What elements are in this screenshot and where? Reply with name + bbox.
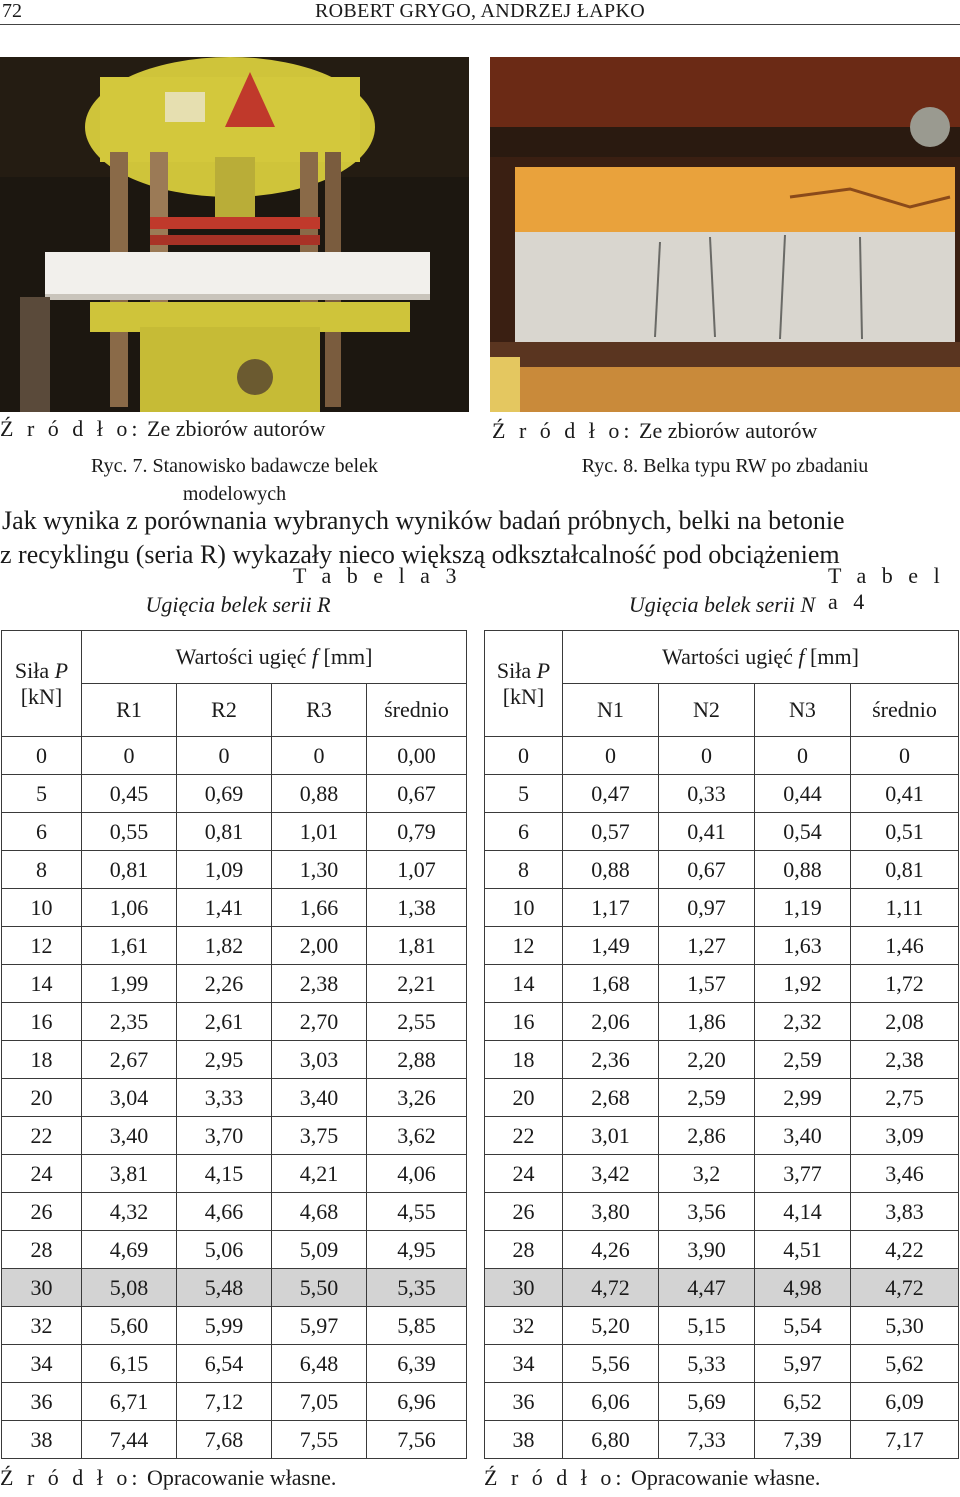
value-cell: 2,55 [367, 1003, 467, 1041]
value-cell: 5,09 [272, 1231, 367, 1269]
force-cell: 30 [485, 1269, 563, 1307]
value-cell: 4,66 [177, 1193, 272, 1231]
value-cell: 2,61 [177, 1003, 272, 1041]
value-cell: 1,11 [851, 889, 959, 927]
value-cell: 4,15 [177, 1155, 272, 1193]
table-row [485, 927, 959, 965]
figure-7-source [0, 416, 325, 442]
source-label: Ź r ó d ł o: [492, 418, 634, 443]
value-cell: 3,2 [659, 1155, 755, 1193]
value-cell: 0,55 [82, 813, 177, 851]
column-header: średnio [367, 684, 467, 737]
value-cell: 2,70 [272, 1003, 367, 1041]
value-cell: 4,26 [563, 1231, 659, 1269]
value-cell: 5,15 [659, 1307, 755, 1345]
value-cell: 7,05 [272, 1383, 367, 1421]
value-cell: 0,41 [659, 813, 755, 851]
value-cell: 7,33 [659, 1421, 755, 1459]
value-cell: 7,68 [177, 1421, 272, 1459]
force-cell: 28 [2, 1231, 82, 1269]
value-cell: 0,81 [851, 851, 959, 889]
value-cell: 0 [82, 737, 177, 775]
force-cell: 10 [2, 889, 82, 927]
running-head [0, 0, 960, 25]
source-text: Opracowanie własne. [147, 1465, 337, 1490]
table-row [2, 851, 467, 889]
value-cell: 4,69 [82, 1231, 177, 1269]
value-cell: 0,88 [755, 851, 851, 889]
value-cell: 0,88 [272, 775, 367, 813]
force-cell: 24 [2, 1155, 82, 1193]
force-cell: 12 [485, 927, 563, 965]
source-text: Opracowanie własne. [631, 1465, 821, 1490]
value-cell: 6,96 [367, 1383, 467, 1421]
value-cell: 3,42 [563, 1155, 659, 1193]
table-row [2, 1269, 467, 1307]
value-cell: 2,32 [755, 1003, 851, 1041]
table-row [2, 1231, 467, 1269]
force-cell: 14 [485, 965, 563, 1003]
value-cell: 0 [851, 737, 959, 775]
value-cell: 1,82 [177, 927, 272, 965]
value-cell: 0,44 [755, 775, 851, 813]
force-cell: 6 [485, 813, 563, 851]
source-label: Ź r ó d ł o: [0, 416, 142, 441]
value-cell: 4,47 [659, 1269, 755, 1307]
value-cell: 6,52 [755, 1383, 851, 1421]
value-cell: 0,00 [367, 737, 467, 775]
value-cell: 4,06 [367, 1155, 467, 1193]
source-text: Ze zbiorów autorów [639, 418, 818, 443]
force-cell: 30 [2, 1269, 82, 1307]
value-cell: 7,39 [755, 1421, 851, 1459]
value-cell: 5,06 [177, 1231, 272, 1269]
values-header: Wartości ugięć f [mm] [82, 631, 467, 684]
value-cell: 4,68 [272, 1193, 367, 1231]
value-cell: 2,20 [659, 1041, 755, 1079]
table-row [485, 1003, 959, 1041]
table-row [2, 1307, 467, 1345]
value-cell: 0,81 [177, 813, 272, 851]
force-cell: 26 [485, 1193, 563, 1231]
table-row [2, 1383, 467, 1421]
table-row [485, 1421, 959, 1459]
value-cell: 3,77 [755, 1155, 851, 1193]
value-cell: 2,26 [177, 965, 272, 1003]
table-row [2, 1421, 467, 1459]
value-cell: 7,17 [851, 1421, 959, 1459]
table-row [485, 1383, 959, 1421]
value-cell: 6,48 [272, 1345, 367, 1383]
value-cell: 7,55 [272, 1421, 367, 1459]
column-header: N2 [659, 684, 755, 737]
value-cell: 5,60 [82, 1307, 177, 1345]
value-cell: 0 [659, 737, 755, 775]
value-cell: 0,33 [659, 775, 755, 813]
value-cell: 1,57 [659, 965, 755, 1003]
value-cell: 1,99 [82, 965, 177, 1003]
column-header: R2 [177, 684, 272, 737]
value-cell: 2,35 [82, 1003, 177, 1041]
value-cell: 5,30 [851, 1307, 959, 1345]
value-cell: 4,14 [755, 1193, 851, 1231]
value-cell: 3,04 [82, 1079, 177, 1117]
value-cell: 1,46 [851, 927, 959, 965]
value-cell: 5,54 [755, 1307, 851, 1345]
value-cell: 3,81 [82, 1155, 177, 1193]
force-cell: 24 [485, 1155, 563, 1193]
value-cell: 5,62 [851, 1345, 959, 1383]
value-cell: 2,68 [563, 1079, 659, 1117]
force-cell: 32 [2, 1307, 82, 1345]
table-row [485, 889, 959, 927]
value-cell: 0 [755, 737, 851, 775]
value-cell: 2,00 [272, 927, 367, 965]
value-cell: 4,32 [82, 1193, 177, 1231]
force-cell: 12 [2, 927, 82, 965]
table-row [2, 927, 467, 965]
value-cell: 3,26 [367, 1079, 467, 1117]
force-cell: 10 [485, 889, 563, 927]
value-cell: 1,81 [367, 927, 467, 965]
table-row [485, 1307, 959, 1345]
values-header: Wartości ugięć f [mm] [563, 631, 959, 684]
value-cell: 3,80 [563, 1193, 659, 1231]
caption-line-2: modelowych [182, 483, 287, 505]
table-row [485, 1155, 959, 1193]
value-cell: 3,62 [367, 1117, 467, 1155]
table-row [485, 1041, 959, 1079]
value-cell: 0,81 [82, 851, 177, 889]
value-cell: 2,59 [659, 1079, 755, 1117]
table-row [2, 1003, 467, 1041]
value-cell: 5,48 [177, 1269, 272, 1307]
table-row [485, 1269, 959, 1307]
value-cell: 0,41 [851, 775, 959, 813]
value-cell: 3,40 [272, 1079, 367, 1117]
value-cell: 1,61 [82, 927, 177, 965]
value-cell: 3,03 [272, 1041, 367, 1079]
table-3 [1, 630, 467, 1459]
force-cell: 22 [485, 1117, 563, 1155]
table-3-source [0, 1465, 336, 1491]
value-cell: 1,38 [367, 889, 467, 927]
value-cell: 5,69 [659, 1383, 755, 1421]
value-cell: 4,98 [755, 1269, 851, 1307]
value-cell: 1,09 [177, 851, 272, 889]
value-cell: 0,47 [563, 775, 659, 813]
value-cell: 2,59 [755, 1041, 851, 1079]
table-3-label: T a b e l a 3 [293, 563, 462, 588]
value-cell: 1,30 [272, 851, 367, 889]
force-cell: 14 [2, 965, 82, 1003]
source-label: Ź r ó d ł o: [484, 1465, 626, 1490]
value-cell: 0,45 [82, 775, 177, 813]
value-cell: 3,40 [82, 1117, 177, 1155]
figure-7-photo [0, 57, 469, 412]
value-cell: 0,97 [659, 889, 755, 927]
table-row [2, 775, 467, 813]
table-4 [484, 630, 959, 1459]
table-row [2, 1345, 467, 1383]
force-cell: 38 [485, 1421, 563, 1459]
value-cell: 1,86 [659, 1003, 755, 1041]
force-cell: 26 [2, 1193, 82, 1231]
value-cell: 0,67 [659, 851, 755, 889]
value-cell: 1,07 [367, 851, 467, 889]
value-cell: 3,01 [563, 1117, 659, 1155]
force-cell: 16 [485, 1003, 563, 1041]
value-cell: 1,01 [272, 813, 367, 851]
table-3-title: Ugięcia belek serii R [145, 592, 331, 617]
value-cell: 2,38 [272, 965, 367, 1003]
table-row [2, 1079, 467, 1117]
value-cell: 0 [272, 737, 367, 775]
value-cell: 2,38 [851, 1041, 959, 1079]
force-cell: 0 [485, 737, 563, 775]
force-cell: 8 [2, 851, 82, 889]
force-cell: 6 [2, 813, 82, 851]
table-row [2, 965, 467, 1003]
force-header: Siła P [kN] [2, 631, 82, 737]
value-cell: 4,55 [367, 1193, 467, 1231]
value-cell: 1,41 [177, 889, 272, 927]
table-row [2, 1041, 467, 1079]
value-cell: 6,15 [82, 1345, 177, 1383]
value-cell: 4,51 [755, 1231, 851, 1269]
column-header: R1 [82, 684, 177, 737]
value-cell: 0 [563, 737, 659, 775]
table-row [485, 851, 959, 889]
table-row [485, 813, 959, 851]
value-cell: 5,97 [272, 1307, 367, 1345]
value-cell: 3,83 [851, 1193, 959, 1231]
value-cell: 1,49 [563, 927, 659, 965]
value-cell: 3,40 [755, 1117, 851, 1155]
value-cell: 2,21 [367, 965, 467, 1003]
value-cell: 1,63 [755, 927, 851, 965]
table-row [485, 1193, 959, 1231]
value-cell: 4,72 [851, 1269, 959, 1307]
page-number: 72 [2, 0, 22, 22]
force-cell: 18 [485, 1041, 563, 1079]
force-cell: 18 [2, 1041, 82, 1079]
table-row [485, 1079, 959, 1117]
value-cell: 0,57 [563, 813, 659, 851]
table-4-label: T a b e l a 4 [828, 563, 945, 614]
value-cell: 1,27 [659, 927, 755, 965]
value-cell: 6,39 [367, 1345, 467, 1383]
value-cell: 5,56 [563, 1345, 659, 1383]
value-cell: 7,44 [82, 1421, 177, 1459]
force-cell: 38 [2, 1421, 82, 1459]
value-cell: 1,19 [755, 889, 851, 927]
value-cell: 3,75 [272, 1117, 367, 1155]
value-cell: 4,72 [563, 1269, 659, 1307]
value-cell: 3,46 [851, 1155, 959, 1193]
value-cell: 0,67 [367, 775, 467, 813]
running-head-authors: ROBERT GRYGO, ANDRZEJ ŁAPKO [315, 0, 645, 22]
value-cell: 3,09 [851, 1117, 959, 1155]
force-cell: 28 [485, 1231, 563, 1269]
value-cell: 0,51 [851, 813, 959, 851]
value-cell: 5,99 [177, 1307, 272, 1345]
table-row [2, 889, 467, 927]
value-cell: 4,21 [272, 1155, 367, 1193]
table-row [485, 1345, 959, 1383]
force-cell: 22 [2, 1117, 82, 1155]
force-cell: 20 [2, 1079, 82, 1117]
value-cell: 6,54 [177, 1345, 272, 1383]
value-cell: 6,09 [851, 1383, 959, 1421]
value-cell: 6,80 [563, 1421, 659, 1459]
force-cell: 32 [485, 1307, 563, 1345]
value-cell: 3,33 [177, 1079, 272, 1117]
table-row [2, 1117, 467, 1155]
body-line-1: Jak wynika z porównania wybranych wyników badań próbnych, belki na betonie [2, 506, 845, 535]
table-row [485, 775, 959, 813]
caption-line-1: Ryc. 7. Stanowisko badawcze belek [91, 455, 378, 477]
value-cell: 1,66 [272, 889, 367, 927]
value-cell: 5,35 [367, 1269, 467, 1307]
value-cell: 5,85 [367, 1307, 467, 1345]
value-cell: 6,06 [563, 1383, 659, 1421]
value-cell: 2,75 [851, 1079, 959, 1117]
figure-8-caption: Ryc. 8. Belka typu RW po zbadaniu [581, 455, 869, 477]
force-cell: 8 [485, 851, 563, 889]
table-4-source [484, 1465, 820, 1491]
value-cell: 5,50 [272, 1269, 367, 1307]
force-cell: 34 [485, 1345, 563, 1383]
value-cell: 3,90 [659, 1231, 755, 1269]
value-cell: 2,99 [755, 1079, 851, 1117]
force-cell: 16 [2, 1003, 82, 1041]
value-cell: 1,72 [851, 965, 959, 1003]
source-text: Ze zbiorów autorów [147, 416, 326, 441]
value-cell: 3,56 [659, 1193, 755, 1231]
value-cell: 1,17 [563, 889, 659, 927]
table-row [2, 1155, 467, 1193]
value-cell: 2,95 [177, 1041, 272, 1079]
value-cell: 5,97 [755, 1345, 851, 1383]
body-line-2: z recyklingu (seria R) wykazały nieco większą odkształcalność pod obciążeniem [0, 540, 840, 569]
value-cell: 2,67 [82, 1041, 177, 1079]
value-cell: 1,06 [82, 889, 177, 927]
value-cell: 2,36 [563, 1041, 659, 1079]
value-cell: 3,70 [177, 1117, 272, 1155]
table-row [2, 813, 467, 851]
value-cell: 5,08 [82, 1269, 177, 1307]
value-cell: 7,12 [177, 1383, 272, 1421]
force-cell: 0 [2, 737, 82, 775]
value-cell: 2,88 [367, 1041, 467, 1079]
value-cell: 4,95 [367, 1231, 467, 1269]
value-cell: 7,56 [367, 1421, 467, 1459]
table-row [2, 1193, 467, 1231]
table-row [485, 1117, 959, 1155]
force-cell: 36 [485, 1383, 563, 1421]
figure-8-source [492, 418, 817, 444]
column-header: N1 [563, 684, 659, 737]
value-cell: 2,06 [563, 1003, 659, 1041]
column-header: średnio [851, 684, 959, 737]
force-cell: 20 [485, 1079, 563, 1117]
force-cell: 34 [2, 1345, 82, 1383]
force-cell: 5 [485, 775, 563, 813]
value-cell: 0 [177, 737, 272, 775]
force-cell: 5 [2, 775, 82, 813]
value-cell: 0,69 [177, 775, 272, 813]
figure-7-caption [0, 452, 469, 508]
table-row [2, 737, 467, 775]
source-label: Ź r ó d ł o: [0, 1465, 142, 1490]
table-row [485, 965, 959, 1003]
value-cell: 1,68 [563, 965, 659, 1003]
value-cell: 6,71 [82, 1383, 177, 1421]
table-4-title: Ugięcia belek serii N [628, 592, 816, 617]
column-header: N3 [755, 684, 851, 737]
table-row [485, 1231, 959, 1269]
value-cell: 5,33 [659, 1345, 755, 1383]
value-cell: 5,20 [563, 1307, 659, 1345]
value-cell: 2,86 [659, 1117, 755, 1155]
figure-8-photo [490, 57, 960, 412]
force-header: Siła P [kN] [485, 631, 563, 737]
force-cell: 36 [2, 1383, 82, 1421]
value-cell: 0,79 [367, 813, 467, 851]
value-cell: 0,88 [563, 851, 659, 889]
value-cell: 1,92 [755, 965, 851, 1003]
value-cell: 2,08 [851, 1003, 959, 1041]
table-row [485, 737, 959, 775]
value-cell: 0,54 [755, 813, 851, 851]
value-cell: 4,22 [851, 1231, 959, 1269]
column-header: R3 [272, 684, 367, 737]
